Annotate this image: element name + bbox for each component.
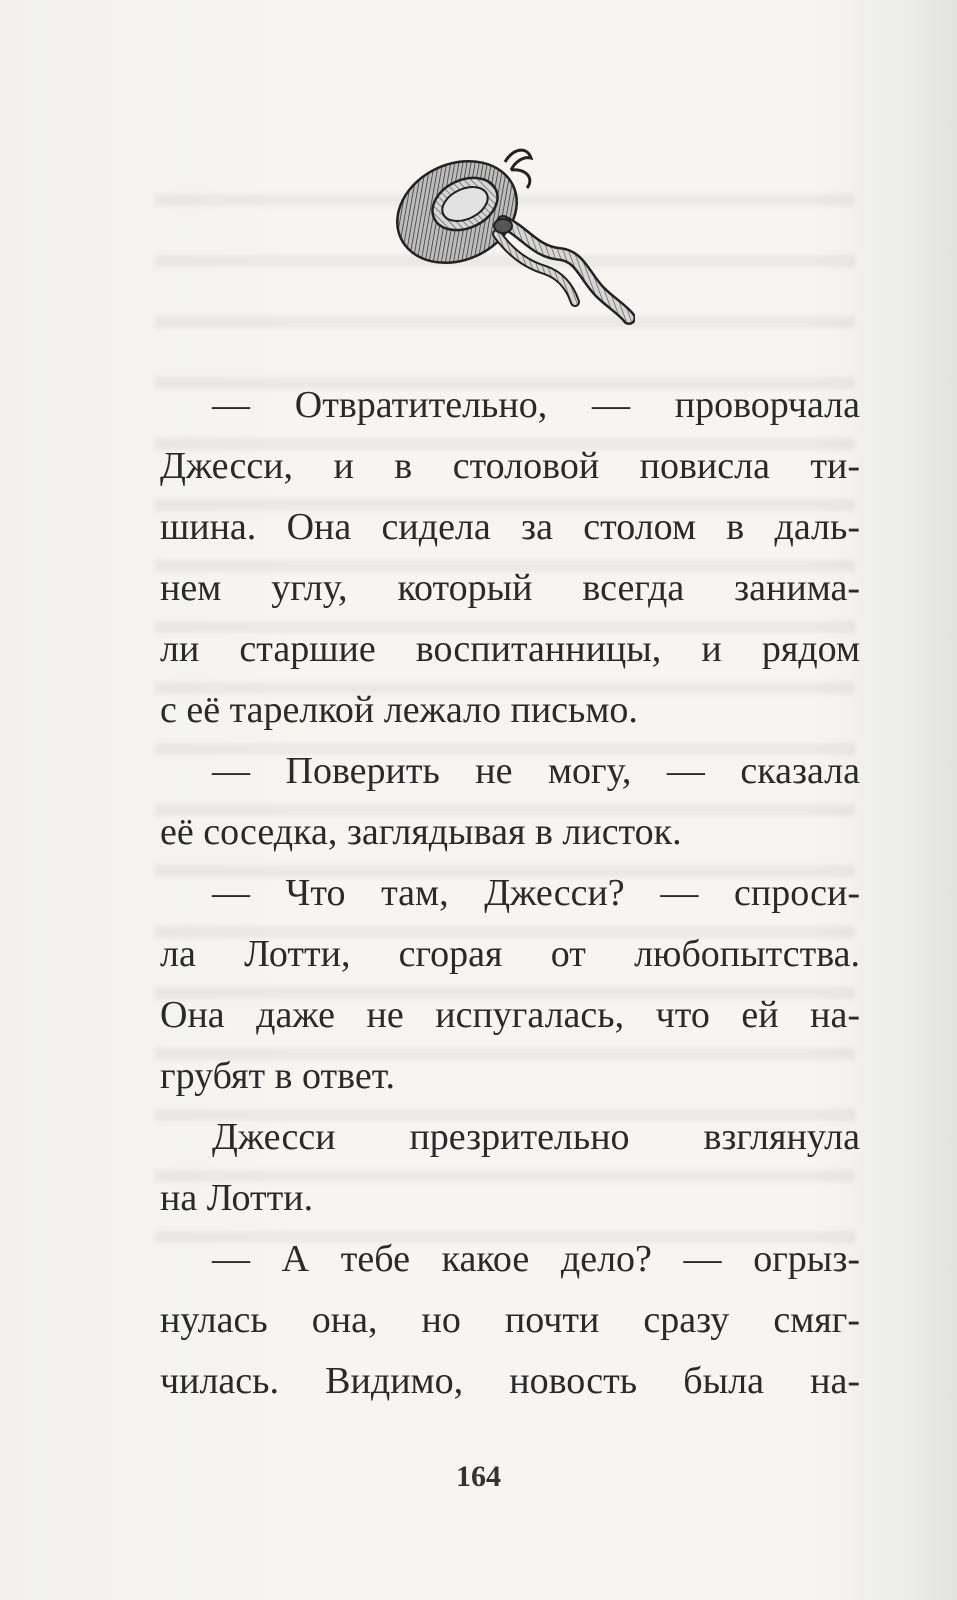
- page-number: 164: [456, 1460, 501, 1493]
- text-line: Джесси, и в столовой повисла ти-: [160, 445, 860, 487]
- text-line: грубят в ответ.: [160, 1055, 395, 1097]
- text-line: Джесси презрительно взглянула: [212, 1116, 860, 1158]
- text-line: — Что там, Джесси? — спроси-: [212, 872, 860, 914]
- text-line: — А тебе какое дело? — огрыз-: [212, 1238, 860, 1280]
- text-line: — Отвратительно, — проворчала: [212, 384, 860, 426]
- text-line: нулась она, но почти сразу смяг-: [160, 1299, 860, 1341]
- text-line: — Поверить не могу, — сказала: [212, 750, 860, 792]
- text-line: ли старшие воспитанницы, и рядом: [160, 628, 860, 670]
- text-line: на Лотти.: [160, 1177, 314, 1219]
- ribboned-hat-ornament-icon: [385, 142, 635, 327]
- text-line: чилась. Видимо, новость была на-: [160, 1360, 860, 1402]
- text-line: с её тарелкой лежало письмо.: [160, 689, 638, 731]
- body-text: [160, 375, 860, 1412]
- text-line: шина. Она сидела за столом в даль-: [160, 506, 860, 548]
- text-line: Она даже не испугалась, что ей на-: [160, 994, 860, 1036]
- text-line: нем углу, который всегда занима-: [160, 567, 860, 609]
- text-line: ла Лотти, сгорая от любопытства.: [160, 933, 860, 975]
- text-line: её соседка, заглядывая в листок.: [160, 811, 682, 853]
